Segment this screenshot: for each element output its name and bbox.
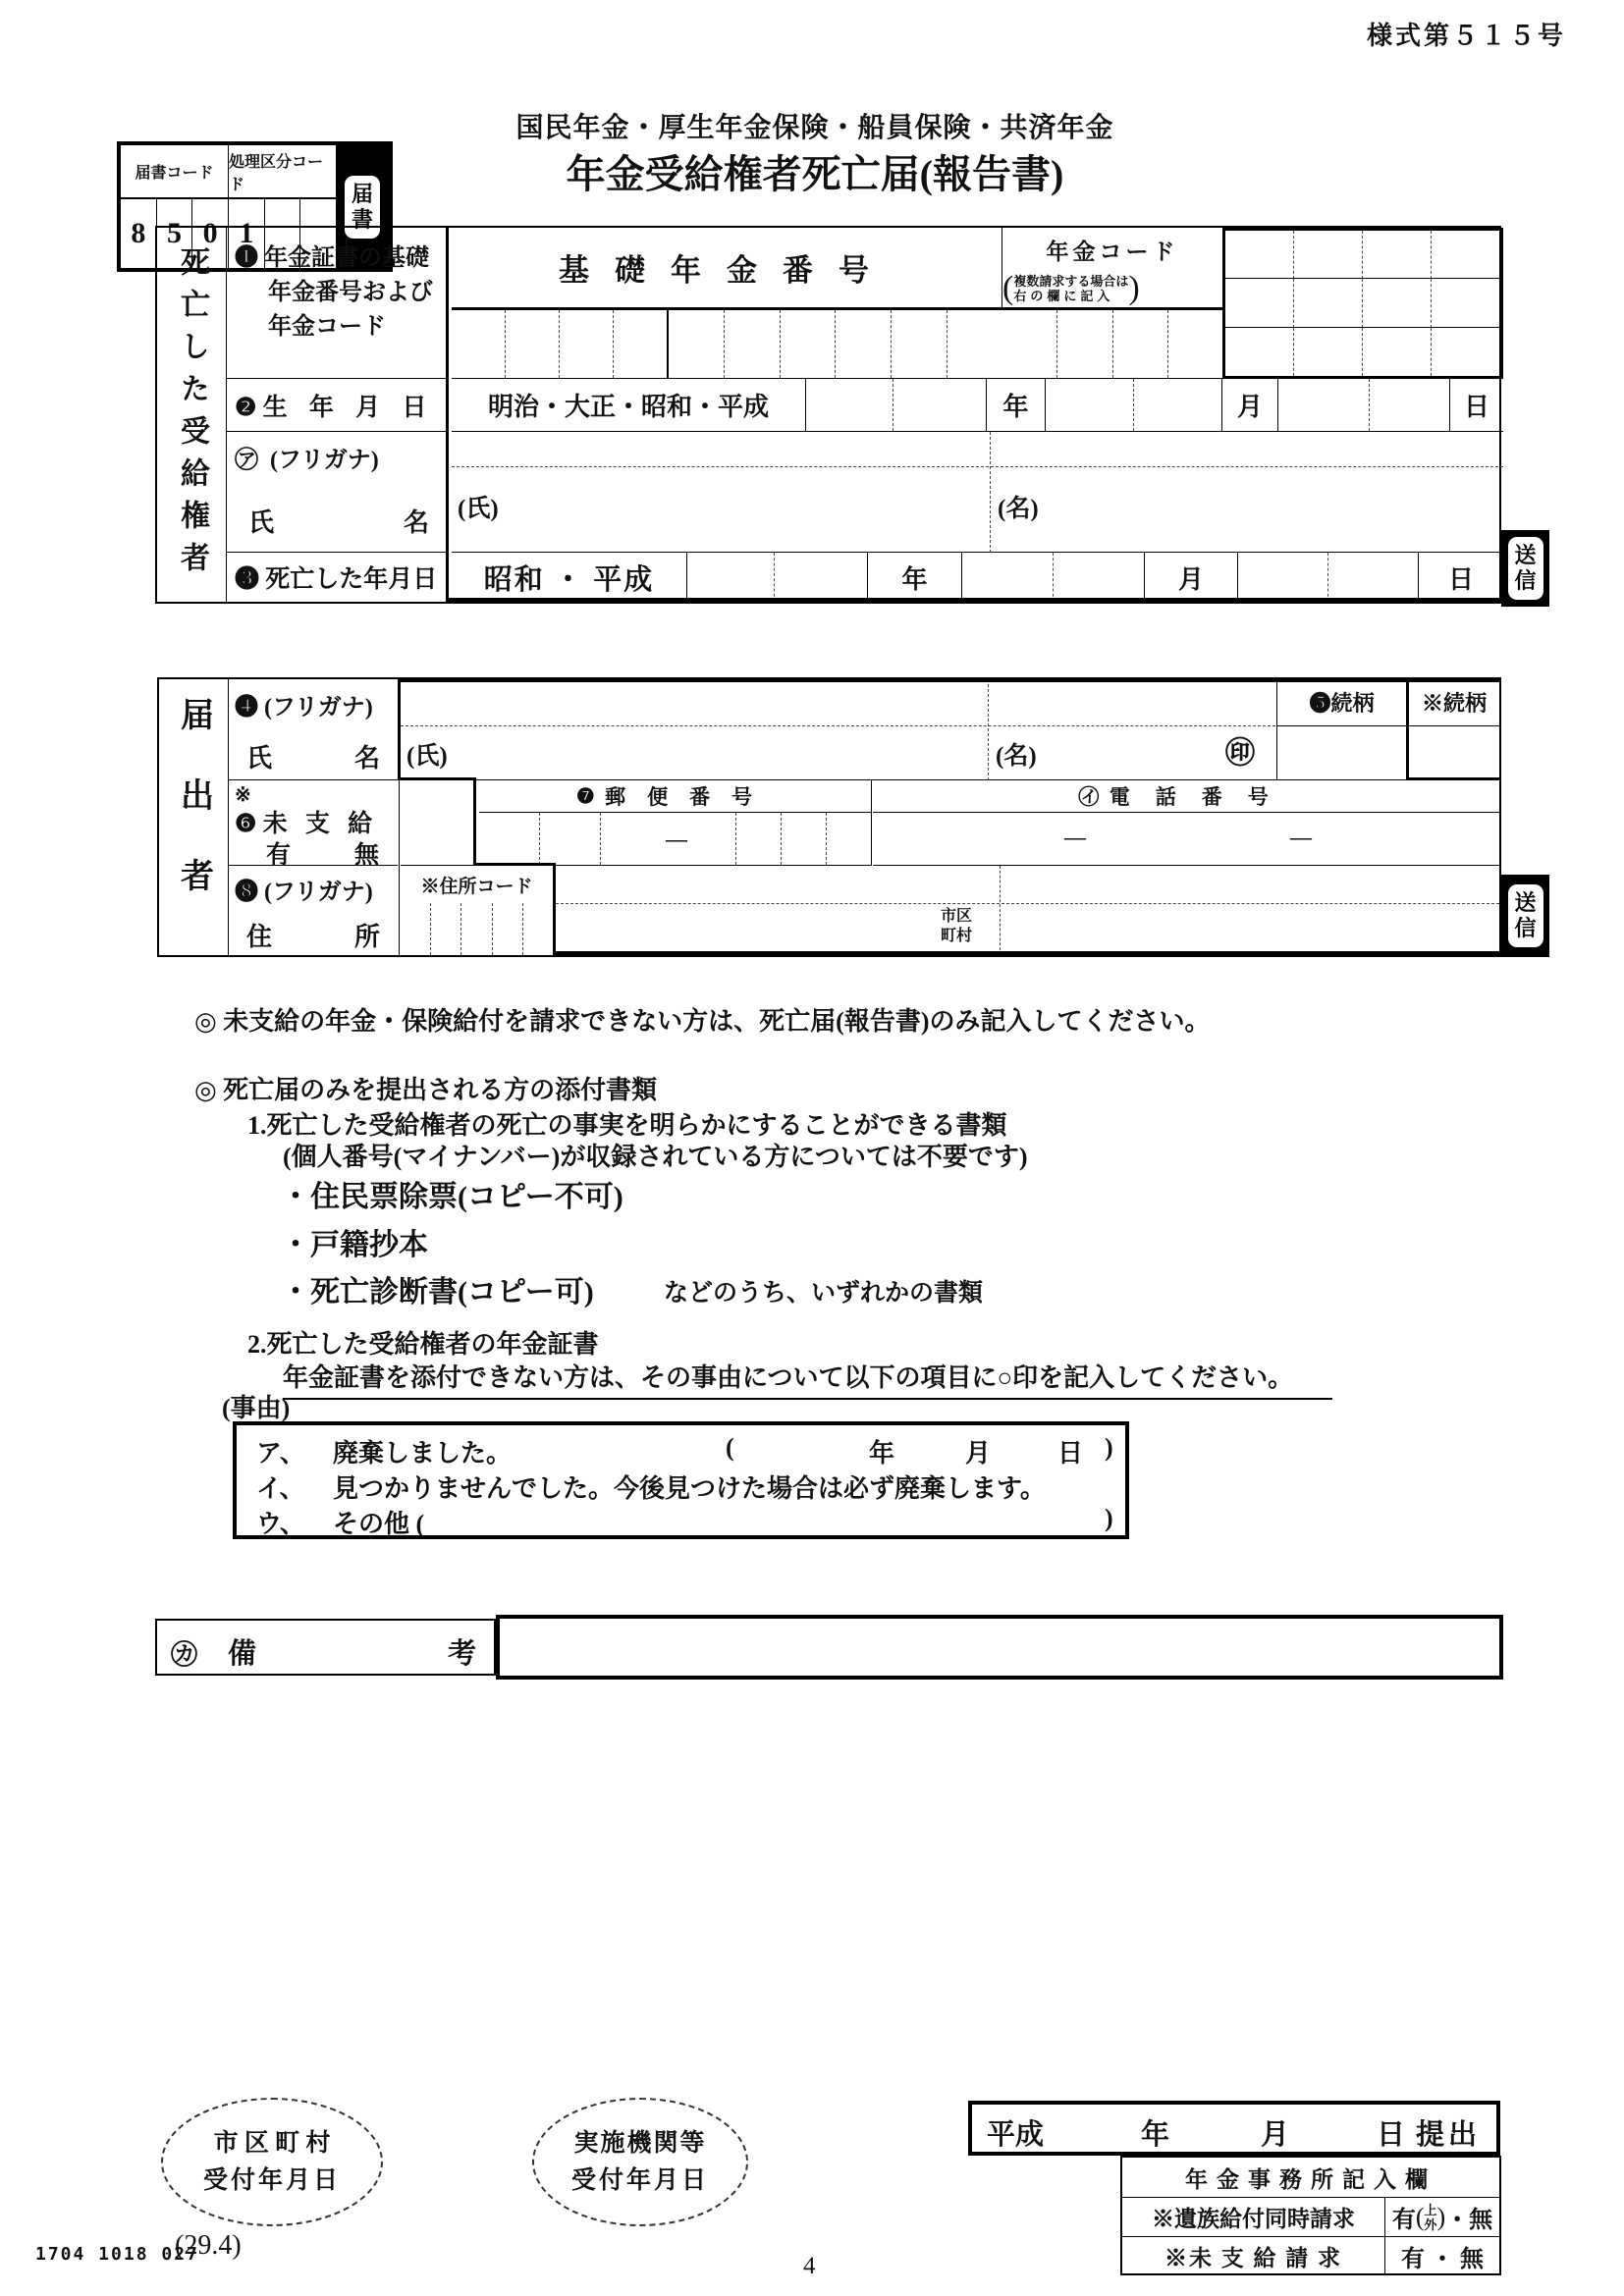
item-i-mark: ㋑ [1078,785,1100,809]
name-divider [988,679,989,780]
code-digit-cell: 0 [192,199,229,268]
doc-option-juminhyo: ・住民票除票(コピー不可) [281,1181,623,1213]
submit-year: 年 [1141,2119,1170,2151]
notifier-table [157,677,1501,957]
entry-cell[interactable] [892,310,947,378]
name-label-shi: 氏 [246,744,273,773]
submit-month: 月 [1261,2119,1290,2151]
notifier-name-cell[interactable] [401,679,1277,780]
pension-code-title: 年金コード [1046,239,1179,264]
entry-cell[interactable] [806,379,893,431]
t1-heavy-bottom-line [449,598,1503,602]
entry-cell[interactable] [827,813,871,865]
reason-box [233,1421,1129,1539]
doc-option-koseki: ・戸籍抄本 [281,1229,428,1261]
name-divider [990,432,991,553]
soushin-char2: 信 [1514,568,1537,593]
furigana-writing-line [452,466,1503,467]
phone-header [873,780,1499,813]
entry-cell[interactable] [1363,279,1432,327]
reason-c-key: ウ、 [256,1510,305,1538]
postal-code-section [479,780,872,866]
code-digit-cell: 1 [229,199,265,268]
address-cell[interactable] [556,866,1499,955]
entry-cell[interactable] [1054,553,1145,602]
postal-hyphen: — [666,826,687,851]
furigana-label: (フリガナ) [264,880,373,905]
entry-cell[interactable] [669,310,725,378]
death-date-row [452,553,1503,602]
month-label: 月 [1222,379,1278,431]
reason-a-month: 月 [965,1439,992,1468]
pension-code-header [1002,228,1222,310]
t1-row2-label [227,379,446,432]
surname-label: (氏) [458,496,499,522]
furigana-label: (フリガナ) [270,448,379,473]
t1-label-column [227,228,449,602]
entry-cell[interactable] [736,813,782,865]
t2-label-column [229,679,400,955]
entry-cell[interactable] [1057,310,1112,378]
unpaid-entry-cell [401,780,476,866]
entry-cell[interactable] [947,310,1002,378]
phone-hyphen: — [1064,825,1086,849]
unpaid-claim-value: 有 ・ 無 [1401,2246,1484,2272]
t1-content [452,228,1503,602]
remarks-label-cell [155,1619,496,1676]
item3-mark: ❸ [235,566,260,593]
form-title: 国民年金・厚生年金保険・船員保険・共済年金 [515,113,1114,143]
entry-cell[interactable] [1432,231,1500,279]
relationship-cell[interactable] [1277,679,1406,780]
code-digit-cell: 8 [121,199,157,268]
t2-heavy-bottom-line [553,951,1499,955]
reason-b-key: イ、 [256,1474,305,1503]
entry-cell[interactable] [893,379,987,431]
phone-header-text: 電話番号 [1109,785,1294,809]
givenname-label: (名) [998,496,1039,522]
entry-cell[interactable] [1294,328,1363,376]
note-attachments-title: ◎ 死亡届のみを提出される方の添付書類 [194,1076,658,1104]
entry-cell [461,903,492,955]
pension-code-note-close-paren: ) [1128,270,1140,306]
form-revision: (29.4) [175,2230,242,2261]
survivor-benefit-value: 有 ( 上 外 ) ・無 [1385,2198,1499,2236]
entry-cell[interactable] [962,553,1054,602]
deceased-name-cell[interactable] [452,432,1503,553]
soushin-badge [1501,530,1549,607]
unpaid-ari-option[interactable]: 有 [266,842,292,869]
entry-cell[interactable] [1294,279,1363,327]
reason-a-year: 年 [869,1439,895,1468]
item1-mark: ❶ [235,245,258,271]
item6-mark: ❻ [235,811,257,837]
postal-code-cells[interactable] [479,813,871,865]
municipality-label-line1: 市区 [941,908,973,925]
item1-label-line3: 年金コード [268,314,386,340]
t2-heavy-line [473,863,556,866]
day-label: 日 [1447,564,1474,594]
birth-date-row [452,379,1503,432]
entry-cell[interactable] [1363,231,1432,279]
doc-option-shindansho: ・死亡診断書(コピー可) [281,1276,594,1308]
entry-cell[interactable] [1294,231,1363,279]
reason-a-paren-close: ) [1105,1433,1113,1462]
basic-pension-number-header: 基礎年金番号 [452,228,1002,310]
entry-cell[interactable] [1168,310,1222,378]
note-certificate-underlined: 年金証書を添付できない方は、その事由について以下の項目に○印を記入してください。 [283,1358,1332,1400]
item2-label: 生 年 月 日 [262,394,435,421]
stamp2-line2: 受付年月日 [570,2166,709,2194]
entry-cell[interactable] [506,310,560,378]
entry-cell [401,903,431,955]
remarks-entry-box[interactable] [496,1615,1503,1680]
todokesho-tab-char2: 書 [351,206,373,232]
birth-era-selector[interactable]: 明治・大正・昭和・平成 [452,379,806,431]
furigana-mark: ㋐ [235,448,258,473]
entry-cell[interactable] [560,310,614,378]
soushin-char1: 送 [1514,890,1537,915]
address-label-2: 所 [354,923,381,951]
soushin-char1: 送 [1514,543,1537,567]
entry-cell[interactable] [1363,328,1432,376]
relationship-official-header: ※続柄 [1409,679,1499,726]
soushin-char2: 信 [1514,916,1537,940]
submit-teishutsu: 提出 [1416,2119,1482,2151]
note-attachment-1: 1.死亡した受給権者の死亡の事実を明らかにすることができる書類 [247,1111,1007,1140]
reason-c-paren-close: ) [1105,1504,1113,1532]
submit-day: 日 [1377,2119,1406,2151]
t2-row2-label [229,780,398,869]
pension-office-header: 年金事務所記入欄 [1122,2158,1499,2198]
item2-mark: ❷ [235,394,257,421]
entry-cell[interactable] [452,310,506,378]
municipality-label-line2: 町村 [941,928,973,944]
entry-cell[interactable] [1432,328,1500,376]
entry-cell[interactable] [479,813,540,865]
entry-cell[interactable] [1002,310,1057,378]
reason-c-text: その他 ( [333,1510,425,1538]
entry-cell[interactable] [1238,553,1328,602]
pension-code-note-line1: 複数請求する場合は [1013,274,1129,289]
postal-code-header-text: 郵便番号 [605,785,775,809]
item7-mark: ❼ [575,783,595,808]
entry-cell[interactable] [1113,310,1168,378]
doc-option-any: などのうち、いずれかの書類 [664,1280,984,1307]
reason-b-text: 見つかりませんでした。今後見つけた場合は必ず廃棄します。 [333,1474,1046,1503]
entry-cell[interactable] [1046,379,1134,431]
entry-cell[interactable] [782,813,827,865]
day-label: 日 [1463,393,1489,421]
entry-cell[interactable] [1278,379,1370,431]
notifier-section-label [159,679,229,955]
year-label: 年 [987,379,1046,431]
entry-cell[interactable] [781,310,837,378]
address-code-header: ※住所コード [420,876,533,897]
phone-cells[interactable] [873,813,1499,865]
entry-cell[interactable] [691,813,736,865]
entry-cell[interactable] [836,310,892,378]
reason-a-text: 廃棄しました。 [333,1439,513,1468]
entry-cell[interactable] [725,310,781,378]
reason-option-b[interactable] [237,1468,1125,1502]
item4-mark: ❹ [235,695,258,721]
form-number: 様式第５１５号 [1367,22,1567,50]
givenname-label: (名) [996,743,1037,770]
entry-cell[interactable] [540,813,601,865]
t1-row4-label [227,553,446,602]
address-divider [1000,866,1001,955]
seal-mark: ㊞ [1225,737,1255,770]
unpaid-claim-label: ※未 支 給 請 求 [1122,2237,1385,2274]
t2-row3-label [229,866,398,955]
entry-cell[interactable] [1370,379,1450,431]
item1-label-line1: 年金証書の基礎 [264,245,429,271]
entry-cell[interactable] [775,553,868,602]
form-print-code: 1704 1018 027 [35,2244,199,2265]
code-box-col1-header: 届書コード [121,145,229,197]
municipal-reception-stamp [161,2098,383,2226]
note-attachment-2: 2.死亡した受給権者の年金証書 [247,1330,599,1359]
t2-content [401,679,1499,955]
reason-option-a[interactable] [237,1433,1125,1467]
item3-label: 死亡した年月日 [265,566,438,593]
t2-heavy-line [473,777,476,866]
agency-reception-stamp [532,2098,748,2226]
entry-cell[interactable] [1225,231,1294,279]
relationship-header: ❺続柄 [1277,679,1406,726]
item8-mark: ❽ [235,880,258,905]
t1-row3-label [227,432,446,553]
t1-row1-label [227,228,446,379]
form-subtitle: 年金受給権者死亡届(報告書) [566,152,1064,196]
month-label: 月 [1145,553,1238,602]
basic-pension-number-cells[interactable] [452,310,1002,379]
entry-cell[interactable] [1134,379,1222,431]
multiple-pension-code-grid[interactable] [1222,228,1503,379]
year-label: 年 [868,553,962,602]
reason-a-paren-open: ( [726,1433,734,1462]
stamp1-line2: 受付年月日 [202,2166,341,2194]
t2-heavy-top-line [398,679,1500,682]
entry-cell[interactable] [1328,553,1419,602]
unpaid-nashi-option[interactable]: 無 [354,842,380,869]
address-code-cells [401,903,553,955]
t2-heavy-line [553,863,556,955]
relationship-official-cell [1406,679,1499,780]
note-mynumber: (個人番号(マイナンバー)が収録されている方については不要です) [283,1143,1028,1171]
survivor-mu: ・無 [1445,2208,1493,2233]
reason-a-key: ア、 [256,1439,305,1468]
furigana-writing-line [556,903,1499,904]
address-code-cell [401,866,553,955]
furigana-writing-line [401,725,1275,726]
entry-cell[interactable] [1432,279,1500,327]
deceased-section-label-text: 死亡した受給権者 [176,245,208,584]
code-box-col2-header: 処理区分コード [229,153,324,193]
entry-cell [523,903,553,955]
phone-section [873,780,1499,866]
entry-cell[interactable] [1225,279,1294,327]
reason-section-label: (事由) [222,1394,291,1422]
submit-heisei: 平成 [987,2119,1045,2151]
entry-cell[interactable] [1225,328,1294,376]
page-number: 4 [803,2253,816,2279]
reason-option-c[interactable] [237,1504,1125,1537]
municipality-label [941,907,972,946]
stamp2-line1: 実施機関等 [573,2129,707,2157]
code-digit-cell: 5 [157,199,193,268]
entry-cell [493,903,523,955]
survivor-up: 上 [1424,2202,1437,2217]
pension-code-note-line2: 右の欄に記入 [1013,289,1114,303]
postal-code-header [479,780,871,813]
item6-label: 未 支 給 [262,811,379,837]
survivor-out: 外 [1424,2216,1437,2232]
soushin-badge [1501,875,1549,957]
t2-heavy-line [398,777,476,780]
deceased-section-label [157,228,227,602]
name-label-mei: 名 [404,508,430,537]
name-label-mei: 名 [354,744,381,773]
survivor-yu: 有 [1391,2208,1416,2233]
note-unpaid: ◎ 未支給の年金・保険給付を請求できない方は、死亡届(報告書)のみ記入してください。 [194,1007,1211,1036]
remarks-label-bi: 備 [228,1638,257,1670]
official-use-mark: ※ [235,784,251,806]
t2-heavy-line [398,679,401,780]
entry-cell[interactable] [687,553,775,602]
reason-a-day: 日 [1057,1439,1084,1468]
item-ka-mark: ㋕ [171,1640,197,1670]
pension-office-table [1120,2156,1501,2275]
name-label-shi: 氏 [248,508,275,537]
pension-code-note-open-paren: ( [1002,270,1014,306]
entry-cell[interactable] [601,813,662,865]
submission-date-box[interactable] [968,2101,1500,2156]
furigana-label: (フリガナ) [264,695,373,721]
pension-code-cells[interactable] [1002,310,1222,379]
entry-cell [431,903,461,955]
survivor-benefit-label: ※遺族給付同時請求 [1122,2198,1385,2236]
notifier-section-label-text: 届出者 [175,696,212,938]
todokesho-tab-char1: 届 [351,181,373,206]
death-era-selector[interactable]: 昭和 ・ 平成 [452,553,687,602]
phone-hyphen: — [1290,825,1312,849]
item1-label-line2: 年金番号および [268,280,433,305]
deceased-recipient-table [155,226,1501,604]
address-label-1: 住 [246,923,273,951]
remarks-label-ko: 考 [448,1638,477,1670]
entry-cell[interactable] [614,310,669,378]
surname-label: (氏) [406,743,448,770]
t2-row1-label [229,679,398,780]
stamp1-line1: 市 区 町 村 [213,2129,331,2157]
